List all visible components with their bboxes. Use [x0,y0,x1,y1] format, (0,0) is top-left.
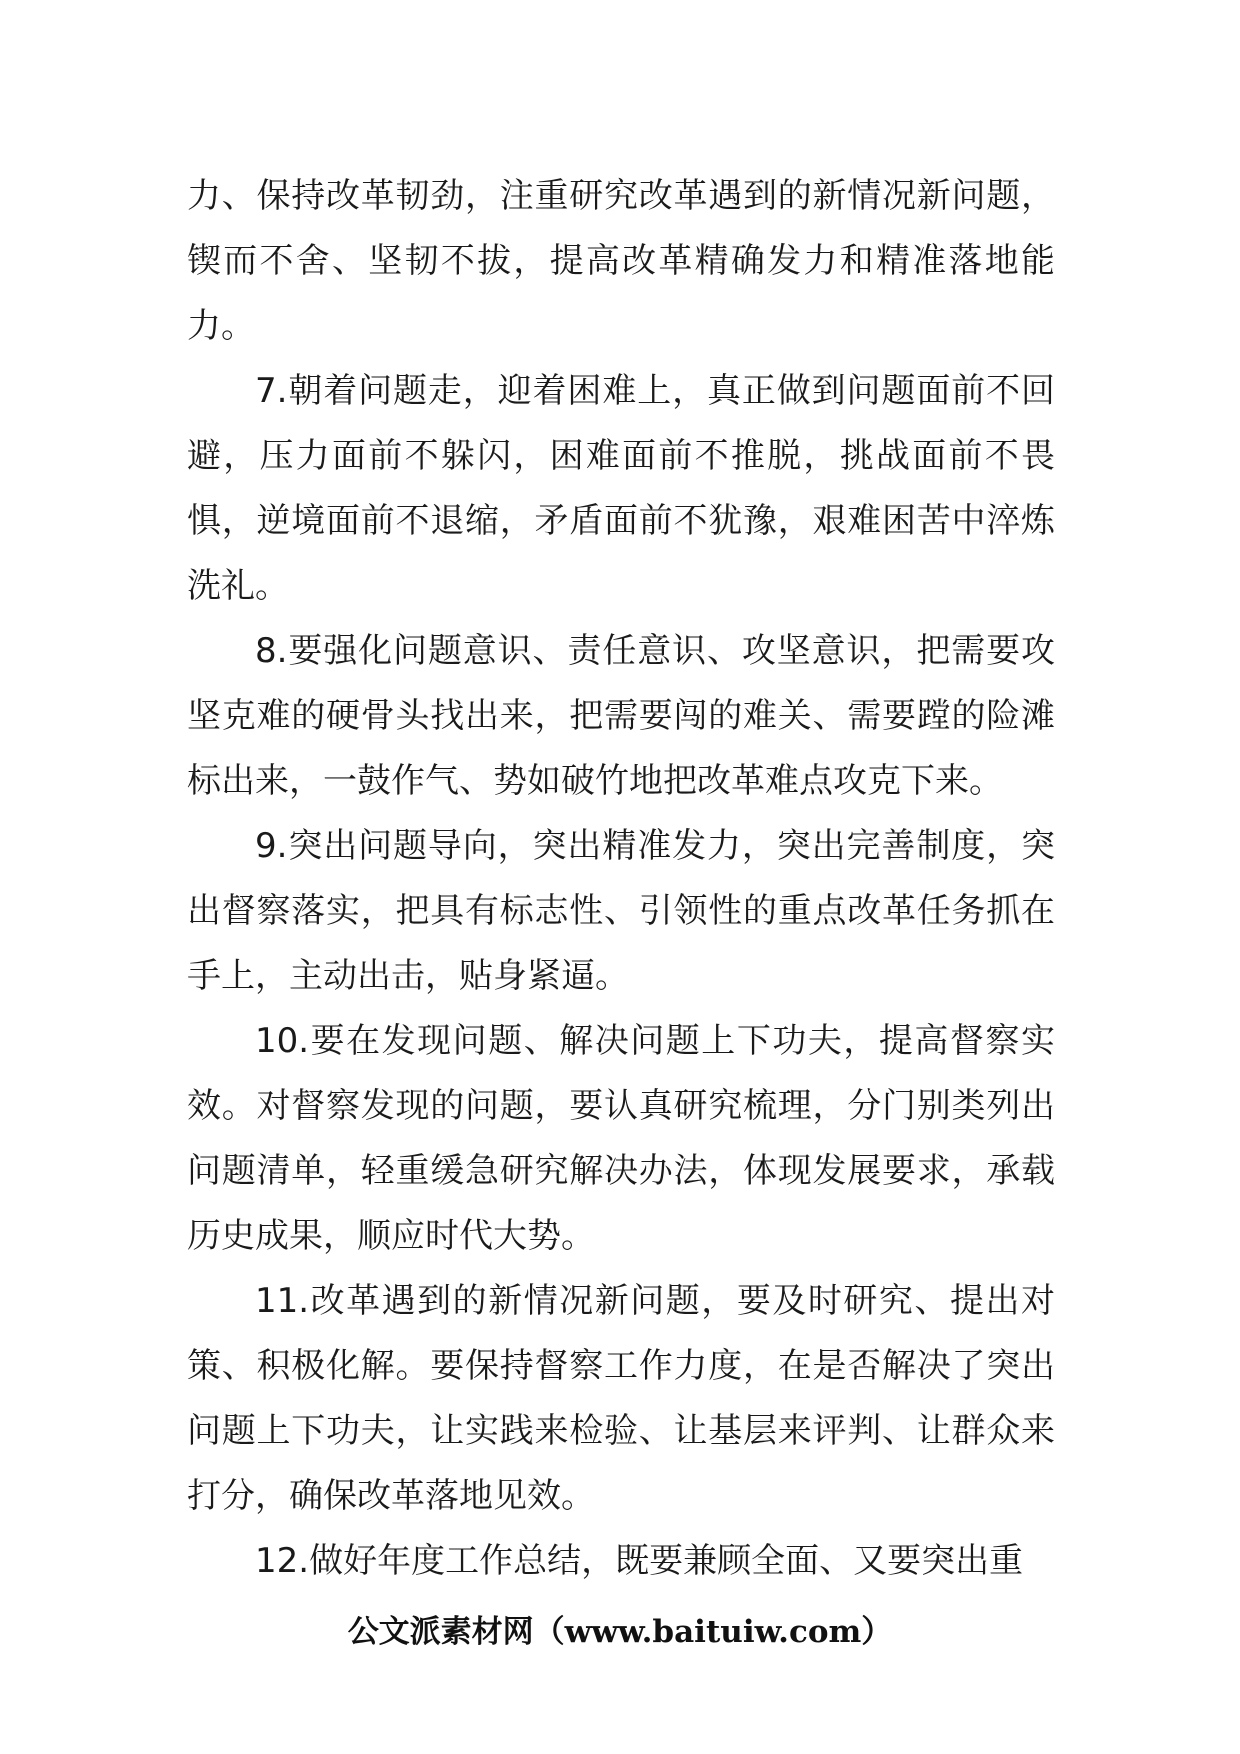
paragraph-item-7: 7.朝着问题走，迎着困难上，真正做到问题面前不回避，压力面前不躲闪，困难面前不推脱，挑战面前不畏惧，逆境面前不退缩，矛盾面前不犹豫，艰难困苦中淬炼洗礼。 [187,371,1055,606]
paragraph-item-12: 12.做好年度工作总结，既要兼顾全面、又要突出重 [255,1541,1024,1581]
paragraph-continuation: 力、保持改革韧劲，注重研究改革遇到的新情况新问题，锲而不舍、坚韧不拔，提高改革精确发力和精准落地能力。 [187,176,1055,346]
document-body [187,164,1055,1594]
paragraph-item-11: 11.改革遇到的新情况新问题，要及时研究、提出对策、积极化解。要保持督察工作力度，在是否解决了突出问题上下功夫，让实践来检验、让基层来评判、让群众来打分，确保改革落地见效。 [187,1281,1055,1516]
paragraph-item-10: 10.要在发现问题、解决问题上下功夫，提高督察实效。对督察发现的问题，要认真研究梳理，分门别类列出问题清单，轻重缓急研究解决办法，体现发展要求，承载历史成果，顺应时代大势。 [187,1021,1055,1256]
paragraph-item-8: 8.要强化问题意识、责任意识、攻坚意识，把需要攻坚克难的硬骨头找出来，把需要闯的难关、需要蹚的险滩标出来，一鼓作气、势如破竹地把改革难点攻克下来。 [187,631,1055,801]
page-footer-watermark: 公文派素材网（www.baituiw.com） [347,1614,893,1650]
paragraph-item-9: 9.突出问题导向，突出精准发力，突出完善制度，突出督察落实，把具有标志性、引领性的重点改革任务抓在手上，主动出击，贴身紧逼。 [187,826,1055,996]
